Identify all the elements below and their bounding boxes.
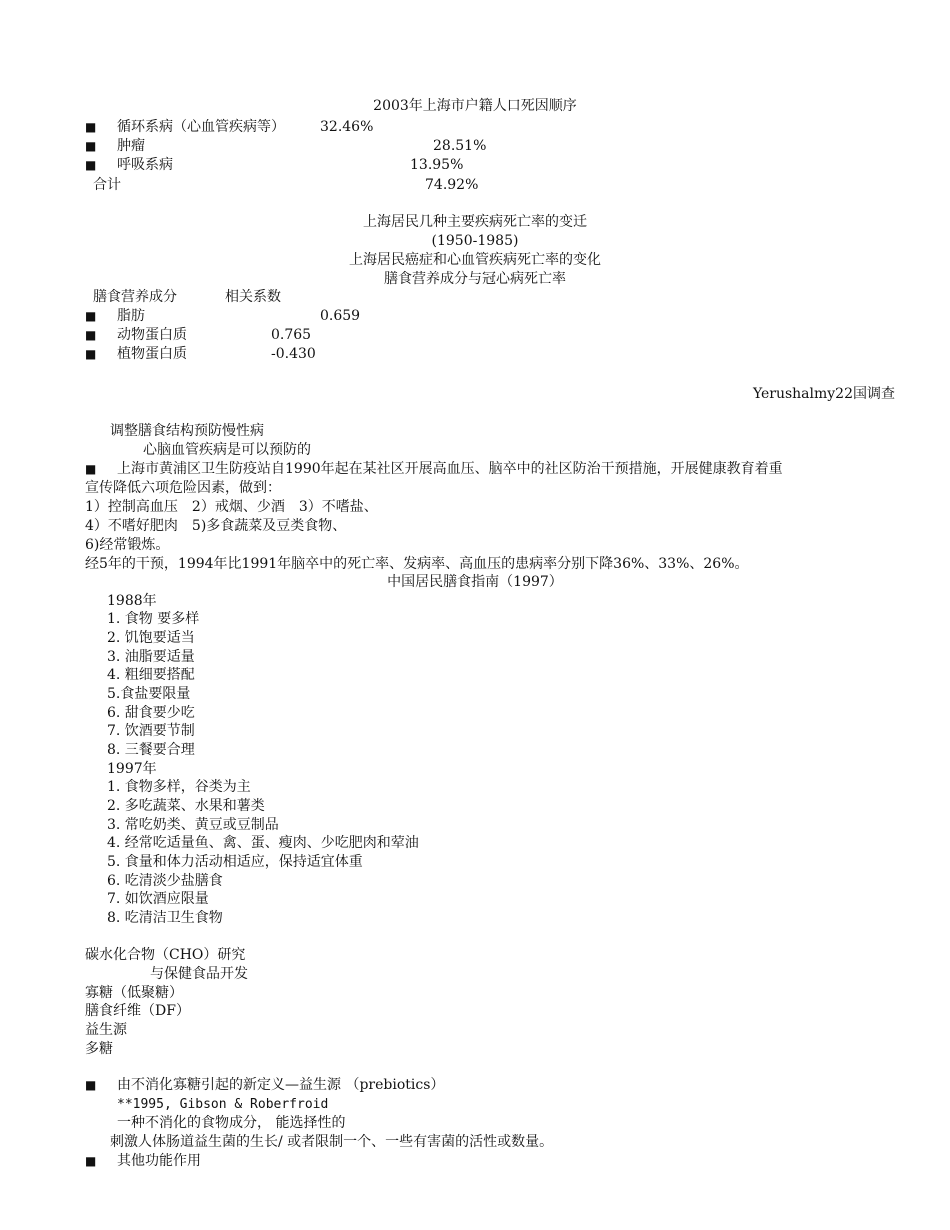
list-item: 膳食纤维（DF） <box>85 1003 190 1019</box>
list-item: 多糖 <box>85 1041 113 1057</box>
coef-plant-protein: -0.430 <box>271 346 316 362</box>
total-value: 74.92% <box>425 177 479 193</box>
list-item: 1. 食物多样，谷类为主 <box>107 779 251 795</box>
list-item: 1. 食物 要多样 <box>107 611 200 627</box>
nutrient-animal-protein: 动物蛋白质 <box>117 327 187 343</box>
list-item: 2. 饥饱要适当 <box>107 630 195 646</box>
list-item: 4. 粗细要搭配 <box>107 667 195 683</box>
list-item: 5. 食量和体力活动相适应，保持适宜体重 <box>107 854 363 870</box>
year-1988: 1988年 <box>107 593 157 609</box>
coefficient-header: 相关系数 <box>225 289 281 305</box>
survey-source: Yerushalmy22国调查 <box>752 386 895 402</box>
row-label-circulatory: 循环系病（心血管疾病等） <box>117 119 285 135</box>
prebiotics-definition-heading: 由不消化寡糖引起的新定义—益生源 （prebiotics） <box>117 1077 445 1093</box>
list-item: 8. 吃清洁卫生食物 <box>107 910 223 926</box>
list-item: 3. 油脂要适量 <box>107 649 195 665</box>
bullet-icon: ■ <box>85 139 97 153</box>
prebiotics-definition-line-1: 一种不消化的食物成分， 能选择性的 <box>117 1115 346 1131</box>
nutrient-fat: 脂肪 <box>117 308 145 324</box>
paragraph-line-1: 上海市黄浦区卫生防疫站自1990年起在某社区开展高血压、脑卒中的社区防治干预措施，开展健康教育着重 <box>117 461 783 477</box>
coef-fat: 0.659 <box>320 308 361 324</box>
measures-line-1: 1）控制高血压 2）戒烟、少酒 3）不嗜盐、 <box>85 499 378 515</box>
nutrient-header: 膳食营养成分 <box>93 289 177 305</box>
list-item: 5.食盐要限量 <box>107 686 191 702</box>
change-subtitle-diet: 膳食营养成分与冠心病死亡率 <box>384 271 566 287</box>
bullet-icon: ■ <box>85 328 97 342</box>
nutrient-plant-protein: 植物蛋白质 <box>117 346 187 362</box>
list-item: 8. 三餐要合理 <box>107 742 195 758</box>
bullet-icon: ■ <box>85 1154 97 1168</box>
row-value-tumor: 28.51% <box>433 138 487 154</box>
prebiotics-reference: **1995, Gibson & Roberfroid <box>117 1097 329 1112</box>
bullet-icon: ■ <box>85 347 97 361</box>
bullet-icon: ■ <box>85 120 97 134</box>
list-item: 7. 饮酒要节制 <box>107 723 195 739</box>
list-item: 益生源 <box>85 1022 127 1038</box>
coef-animal-protein: 0.765 <box>271 327 312 343</box>
list-item: 7. 如饮酒应限量 <box>107 891 209 907</box>
cho-subtitle: 与保健食品开发 <box>150 966 248 982</box>
other-functions: 其他功能作用 <box>117 1153 201 1169</box>
mortality-title: 2003年上海市户籍人口死因顺序 <box>373 98 577 114</box>
list-item: 2. 多吃蔬菜、水果和薯类 <box>107 798 265 814</box>
list-item: 6. 甜食要少吃 <box>107 705 195 721</box>
bullet-icon: ■ <box>85 1078 97 1092</box>
list-item: 6. 吃清淡少盐膳食 <box>107 873 223 889</box>
prevention-title: 调整膳食结构预防慢性病 <box>110 423 264 439</box>
guideline-title: 中国居民膳食指南（1997） <box>387 574 563 590</box>
bullet-icon: ■ <box>85 309 97 323</box>
year-1997: 1997年 <box>107 761 157 777</box>
prevention-subtitle: 心脑血管疾病是可以预防的 <box>143 442 311 458</box>
list-item: 寡糖（低聚糖） <box>85 985 183 1001</box>
row-value-circulatory: 32.46% <box>320 119 374 135</box>
measures-line-2: 4）不嗜好肥肉 5)多食蔬菜及豆类食物、 <box>85 518 347 534</box>
intervention-result: 经5年的干预，1994年比1991年脑卒中的死亡率、发病率、高血压的患病率分别下降36%、33%、26%。 <box>85 556 749 572</box>
bullet-icon: ■ <box>85 158 97 172</box>
row-label-respiratory: 呼吸系病 <box>117 157 173 173</box>
total-label: 合计 <box>93 177 121 193</box>
prebiotics-definition-line-2: 刺激人体肠道益生菌的生长/ 或者限制一个、一些有害菌的活性或数量。 <box>110 1134 554 1150</box>
measures-line-3: 6)经常锻炼。 <box>85 537 170 553</box>
change-years: (1950-1985) <box>431 233 519 249</box>
bullet-icon: ■ <box>85 462 97 476</box>
list-item: 3. 常吃奶类、黄豆或豆制品 <box>107 817 279 833</box>
change-title: 上海居民几种主要疾病死亡率的变迁 <box>363 214 587 230</box>
change-subtitle-cancer: 上海居民癌症和心血管疾病死亡率的变化 <box>349 252 601 268</box>
cho-title: 碳水化合物（CHO）研究 <box>85 947 246 963</box>
row-label-tumor: 肿瘤 <box>117 138 145 154</box>
row-value-respiratory: 13.95% <box>410 157 464 173</box>
list-item: 4. 经常吃适量鱼、禽、蛋、瘦肉、少吃肥肉和荤油 <box>107 835 419 851</box>
paragraph-line-2: 宣传降低六项危险因素，做到： <box>85 480 281 496</box>
